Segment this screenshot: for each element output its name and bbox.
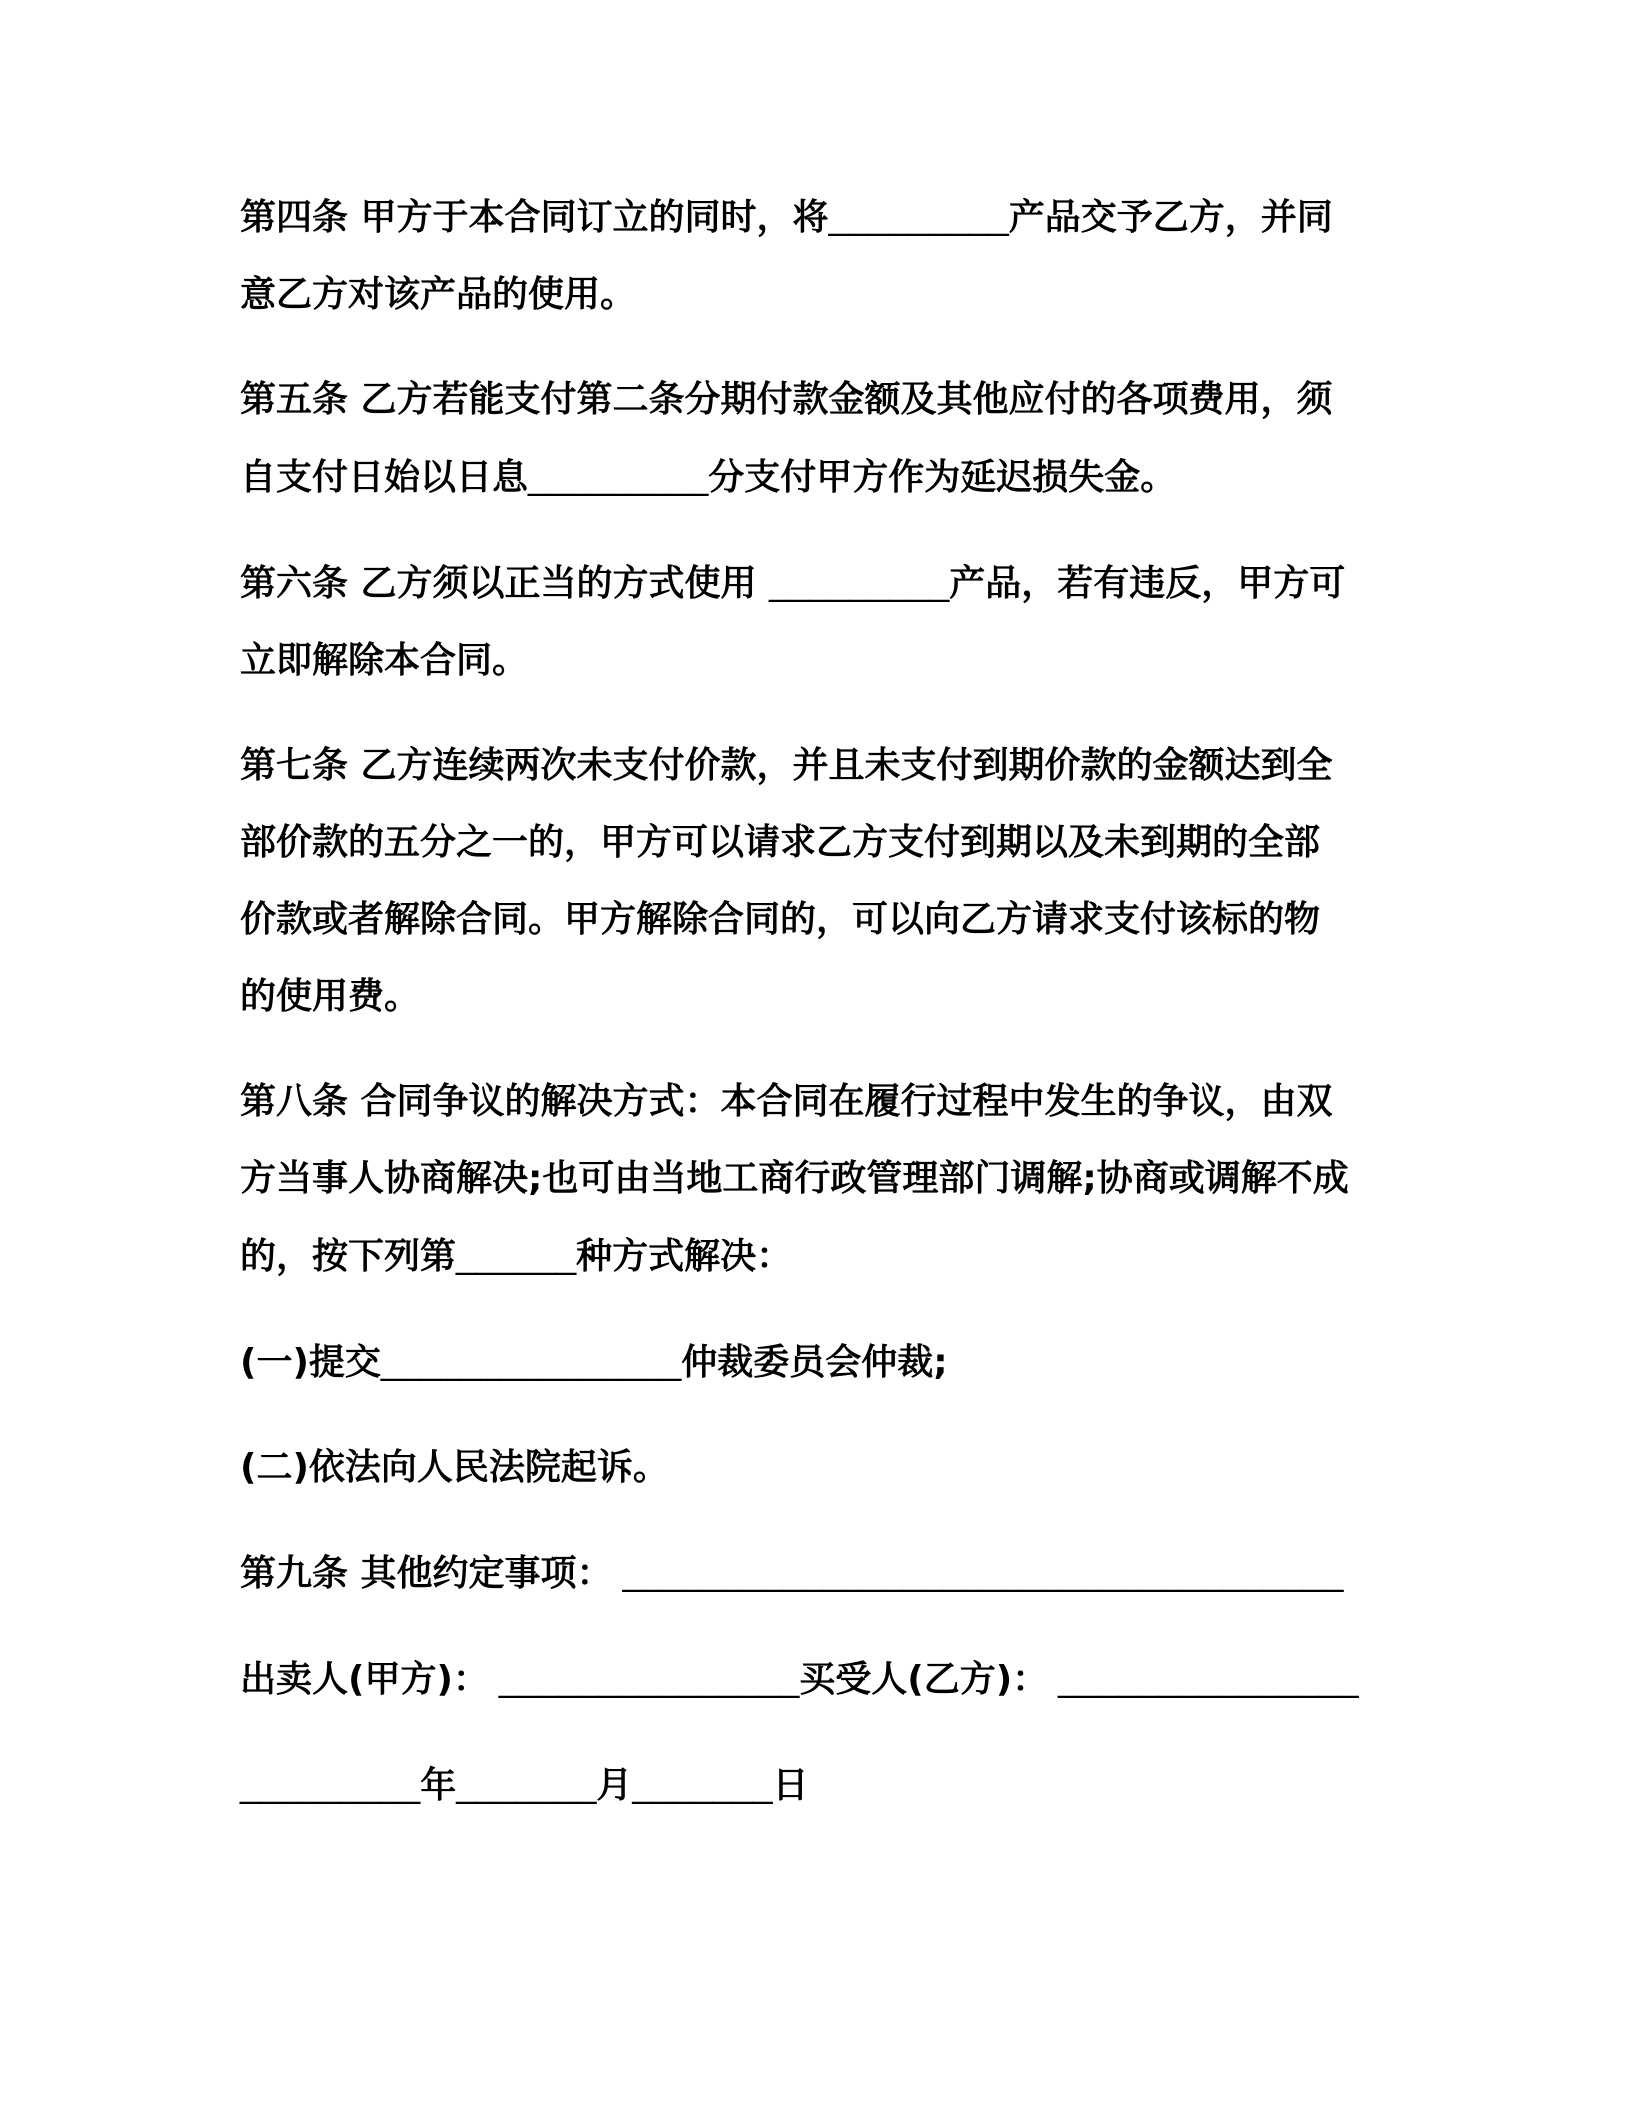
article-9-text: 其他约定事项： — [348, 1553, 613, 1594]
article-4-line-1 — [240, 178, 1400, 256]
article-5-text-end: 分支付甲方作为延迟损失金。 — [708, 457, 1177, 498]
buyer-label: 买受人(乙方)： — [799, 1659, 1049, 1700]
article-8-text-end: 种方式解决： — [576, 1236, 793, 1277]
article-8-text-cont: 的，按下列第 — [240, 1236, 457, 1277]
product-usage-blank[interactable]: _________ — [769, 562, 950, 603]
article-5-line-1 — [240, 361, 1400, 438]
article-7-line-4: 的使用费。 — [240, 976, 421, 1017]
article-7-number: 第七条 — [240, 745, 349, 786]
signature-line — [240, 1640, 1400, 1718]
article-8-number: 第八条 — [240, 1081, 349, 1122]
option-1-text: (一)提交 — [240, 1342, 381, 1383]
article-9 — [240, 1534, 1400, 1612]
article-8-line-1 — [240, 1063, 1400, 1140]
article-4-text-cont: 产品交予乙方，并同 — [1008, 197, 1333, 238]
article-6-text: 乙方须以正当的方式使用 — [348, 563, 770, 604]
product-name-blank[interactable]: _________ — [828, 196, 1009, 237]
option-arbitration — [240, 1323, 1400, 1401]
article-4 — [240, 178, 1400, 333]
article-7-line-3: 价款或者解除合同。甲方解除合同的，可以向乙方请求支付该标的物 — [240, 899, 1321, 940]
year-blank[interactable]: _________ — [240, 1764, 421, 1805]
month-label: 月 — [596, 1765, 633, 1806]
day-label: 日 — [772, 1765, 809, 1806]
article-6-number: 第六条 — [240, 563, 349, 604]
article-6-text-cont: 产品，若有违反，甲方可 — [949, 563, 1346, 604]
option-1-line — [240, 1323, 1400, 1401]
article-6-line-1 — [240, 544, 1400, 622]
article-6-line-2: 立即解除本合同。 — [240, 640, 529, 681]
buyer-signature-blank[interactable]: _______________ — [1048, 1658, 1359, 1699]
option-1-text-end: 仲裁委员会仲裁; — [681, 1342, 948, 1383]
seller-signature-blank[interactable]: _______________ — [488, 1658, 800, 1699]
article-9-number: 第九条 — [240, 1553, 349, 1594]
article-5-text-cont: 自支付日始以日息 — [240, 457, 529, 498]
daily-interest-blank[interactable]: _________ — [528, 456, 709, 497]
article-7-text: 乙方连续两次未支付价款，并且未支付到期价款的金额达到全 — [348, 745, 1333, 786]
article-9-line — [240, 1534, 1400, 1612]
day-blank[interactable]: _______ — [632, 1764, 773, 1805]
other-terms-blank[interactable]: ____________________________________ — [612, 1552, 1344, 1593]
option-2-line: (二)依法向人民法院起诉。 — [240, 1447, 669, 1488]
article-5 — [240, 361, 1400, 516]
contract-page — [240, 178, 1400, 1852]
article-4-text: 甲方于本合同订立的同时，将 — [348, 197, 829, 238]
option-lawsuit — [240, 1429, 1400, 1506]
seller-label: 出卖人(甲方)： — [240, 1659, 489, 1700]
article-7 — [240, 727, 1400, 1035]
month-blank[interactable]: _______ — [456, 1764, 597, 1805]
article-4-number: 第四条 — [240, 197, 349, 238]
article-8-line-2: 方当事人协商解决;也可由当地工商行政管理部门调解;协商或调解不成 — [240, 1158, 1349, 1199]
article-7-line-2: 部价款的五分之一的，甲方可以请求乙方支付到期以及未到期的全部 — [240, 822, 1321, 863]
article-4-line-2: 意乙方对该产品的使用。 — [240, 274, 637, 315]
article-5-line-2 — [240, 438, 1400, 516]
date-row — [240, 1746, 1400, 1824]
year-label: 年 — [420, 1765, 457, 1806]
article-5-text: 乙方若能支付第二条分期付款金额及其他应付的各项费用，须 — [348, 379, 1333, 420]
date-line — [240, 1746, 1400, 1824]
article-8 — [240, 1063, 1400, 1295]
article-5-number: 第五条 — [240, 379, 349, 420]
article-6 — [240, 544, 1400, 699]
dispute-method-blank[interactable]: ______ — [456, 1235, 577, 1276]
article-7-line-1 — [240, 727, 1400, 804]
signature-row — [240, 1640, 1400, 1718]
article-8-text: 合同争议的解决方式：本合同在履行过程中发生的争议，由双 — [348, 1081, 1333, 1122]
arbitration-committee-blank[interactable]: _______________ — [380, 1341, 682, 1382]
article-8-line-3 — [240, 1217, 1400, 1295]
